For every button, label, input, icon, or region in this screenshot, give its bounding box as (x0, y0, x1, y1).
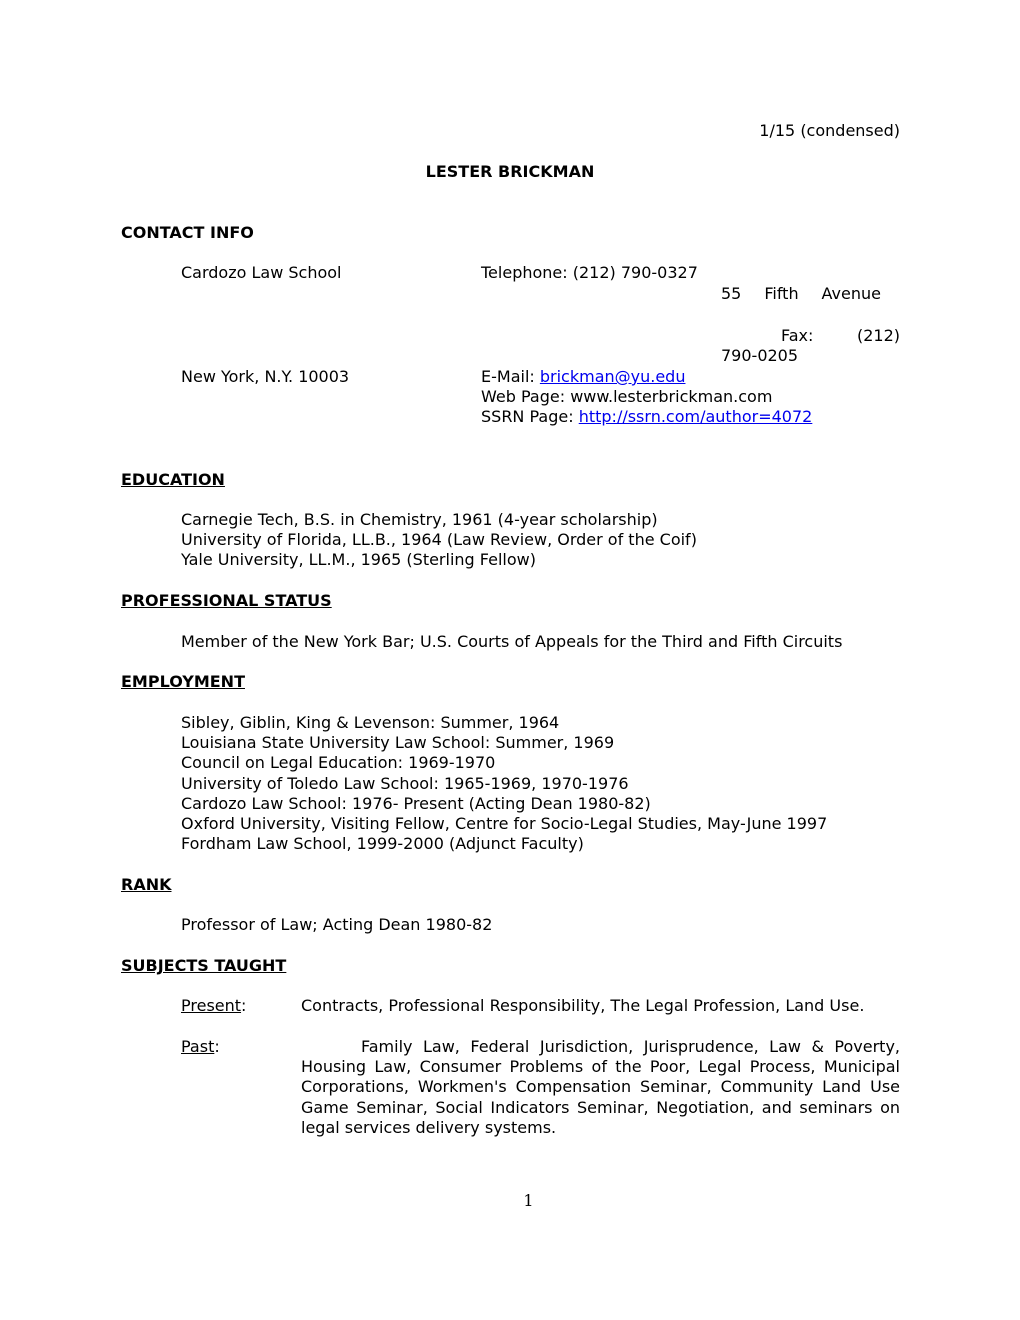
employment-item: Sibley, Giblin, King & Levenson: Summer, 1964 (181, 713, 560, 732)
past-colon: : (214, 1037, 220, 1056)
contact-email-line (481, 367, 685, 387)
employment-item: University of Toledo Law School: 1965-1969, 1970-1976 (181, 774, 629, 793)
email-label: E-Mail: (481, 367, 540, 386)
professional-status-text: Member of the New York Bar; U.S. Courts of Appeals for the Third and Fifth Circuits (181, 632, 843, 651)
web-label: Web Page: (481, 387, 571, 406)
contact-school: Cardozo Law School (181, 263, 342, 282)
document-title: LESTER BRICKMAN (425, 162, 595, 181)
date-note: 1/15 (condensed) (759, 121, 900, 140)
contact-city: New York, N.Y. 10003 (181, 367, 350, 386)
education-item: Carnegie Tech, B.S. in Chemistry, 1961 (4-year scholarship) (181, 510, 658, 529)
contact-fax-label: Fax: (781, 326, 814, 345)
present-subjects: Contracts, Professional Responsibility, The Legal Profession, Land Use. (301, 996, 865, 1015)
past-label-line (181, 1037, 220, 1057)
page-number: 1 (523, 1191, 534, 1210)
present-label-line (181, 996, 246, 1016)
rank-text: Professor of Law; Acting Dean 1980-82 (181, 915, 493, 934)
present-colon: : (241, 996, 247, 1015)
employment-item: Council on Legal Education: 1969-1970 (181, 753, 496, 772)
past-subjects: Family Law, Federal Jurisdiction, Jurisprudence, Law & Poverty, Housing Law, Consumer Problems of the Poor, Legal Process, Municipal Corporations, Workmen's Compensation Seminar, Community Land Use Game Seminar, Social Indicators Seminar, Negotiation, and seminars on legal services delivery systems. (301, 1037, 900, 1137)
present-label: Present (181, 996, 242, 1015)
employment-item: Louisiana State University Law School: Summer, 1969 (181, 733, 615, 752)
education-item: University of Florida, LL.B., 1964 (Law Review, Order of the Coif) (181, 530, 697, 549)
rank-heading: RANK (121, 875, 172, 894)
web-url: www.lesterbrickman.com (570, 387, 773, 406)
ssrn-link[interactable]: http://ssrn.com/author=4072 (578, 407, 813, 426)
employment-item: Fordham Law School, 1999-2000 (Adjunct Faculty) (181, 834, 584, 853)
education-item: Yale University, LL.M., 1965 (Sterling Fellow) (181, 550, 536, 569)
education-heading: EDUCATION (121, 470, 225, 489)
past-label: Past (181, 1037, 215, 1056)
contact-heading: CONTACT INFO (121, 223, 254, 242)
contact-street: 55 Fifth Avenue (721, 284, 881, 303)
contact-fax-area: (212) (856, 326, 900, 345)
contact-telephone: Telephone: (212) 790-0327 (481, 263, 698, 282)
contact-web-line (481, 387, 772, 407)
subjects-heading: SUBJECTS TAUGHT (121, 956, 287, 975)
professional-status-heading: PROFESSIONAL STATUS (121, 591, 332, 610)
employment-item: Cardozo Law School: 1976- Present (Acting Dean 1980-82) (181, 794, 651, 813)
contact-fax-number: 790-0205 (721, 346, 799, 365)
employment-heading: EMPLOYMENT (121, 672, 245, 691)
contact-ssrn-line (481, 407, 812, 427)
ssrn-label: SSRN Page: (481, 407, 579, 426)
employment-item: Oxford University, Visiting Fellow, Centre for Socio-Legal Studies, May-June 1997 (181, 814, 828, 833)
email-link[interactable]: brickman@yu.edu (539, 367, 686, 386)
